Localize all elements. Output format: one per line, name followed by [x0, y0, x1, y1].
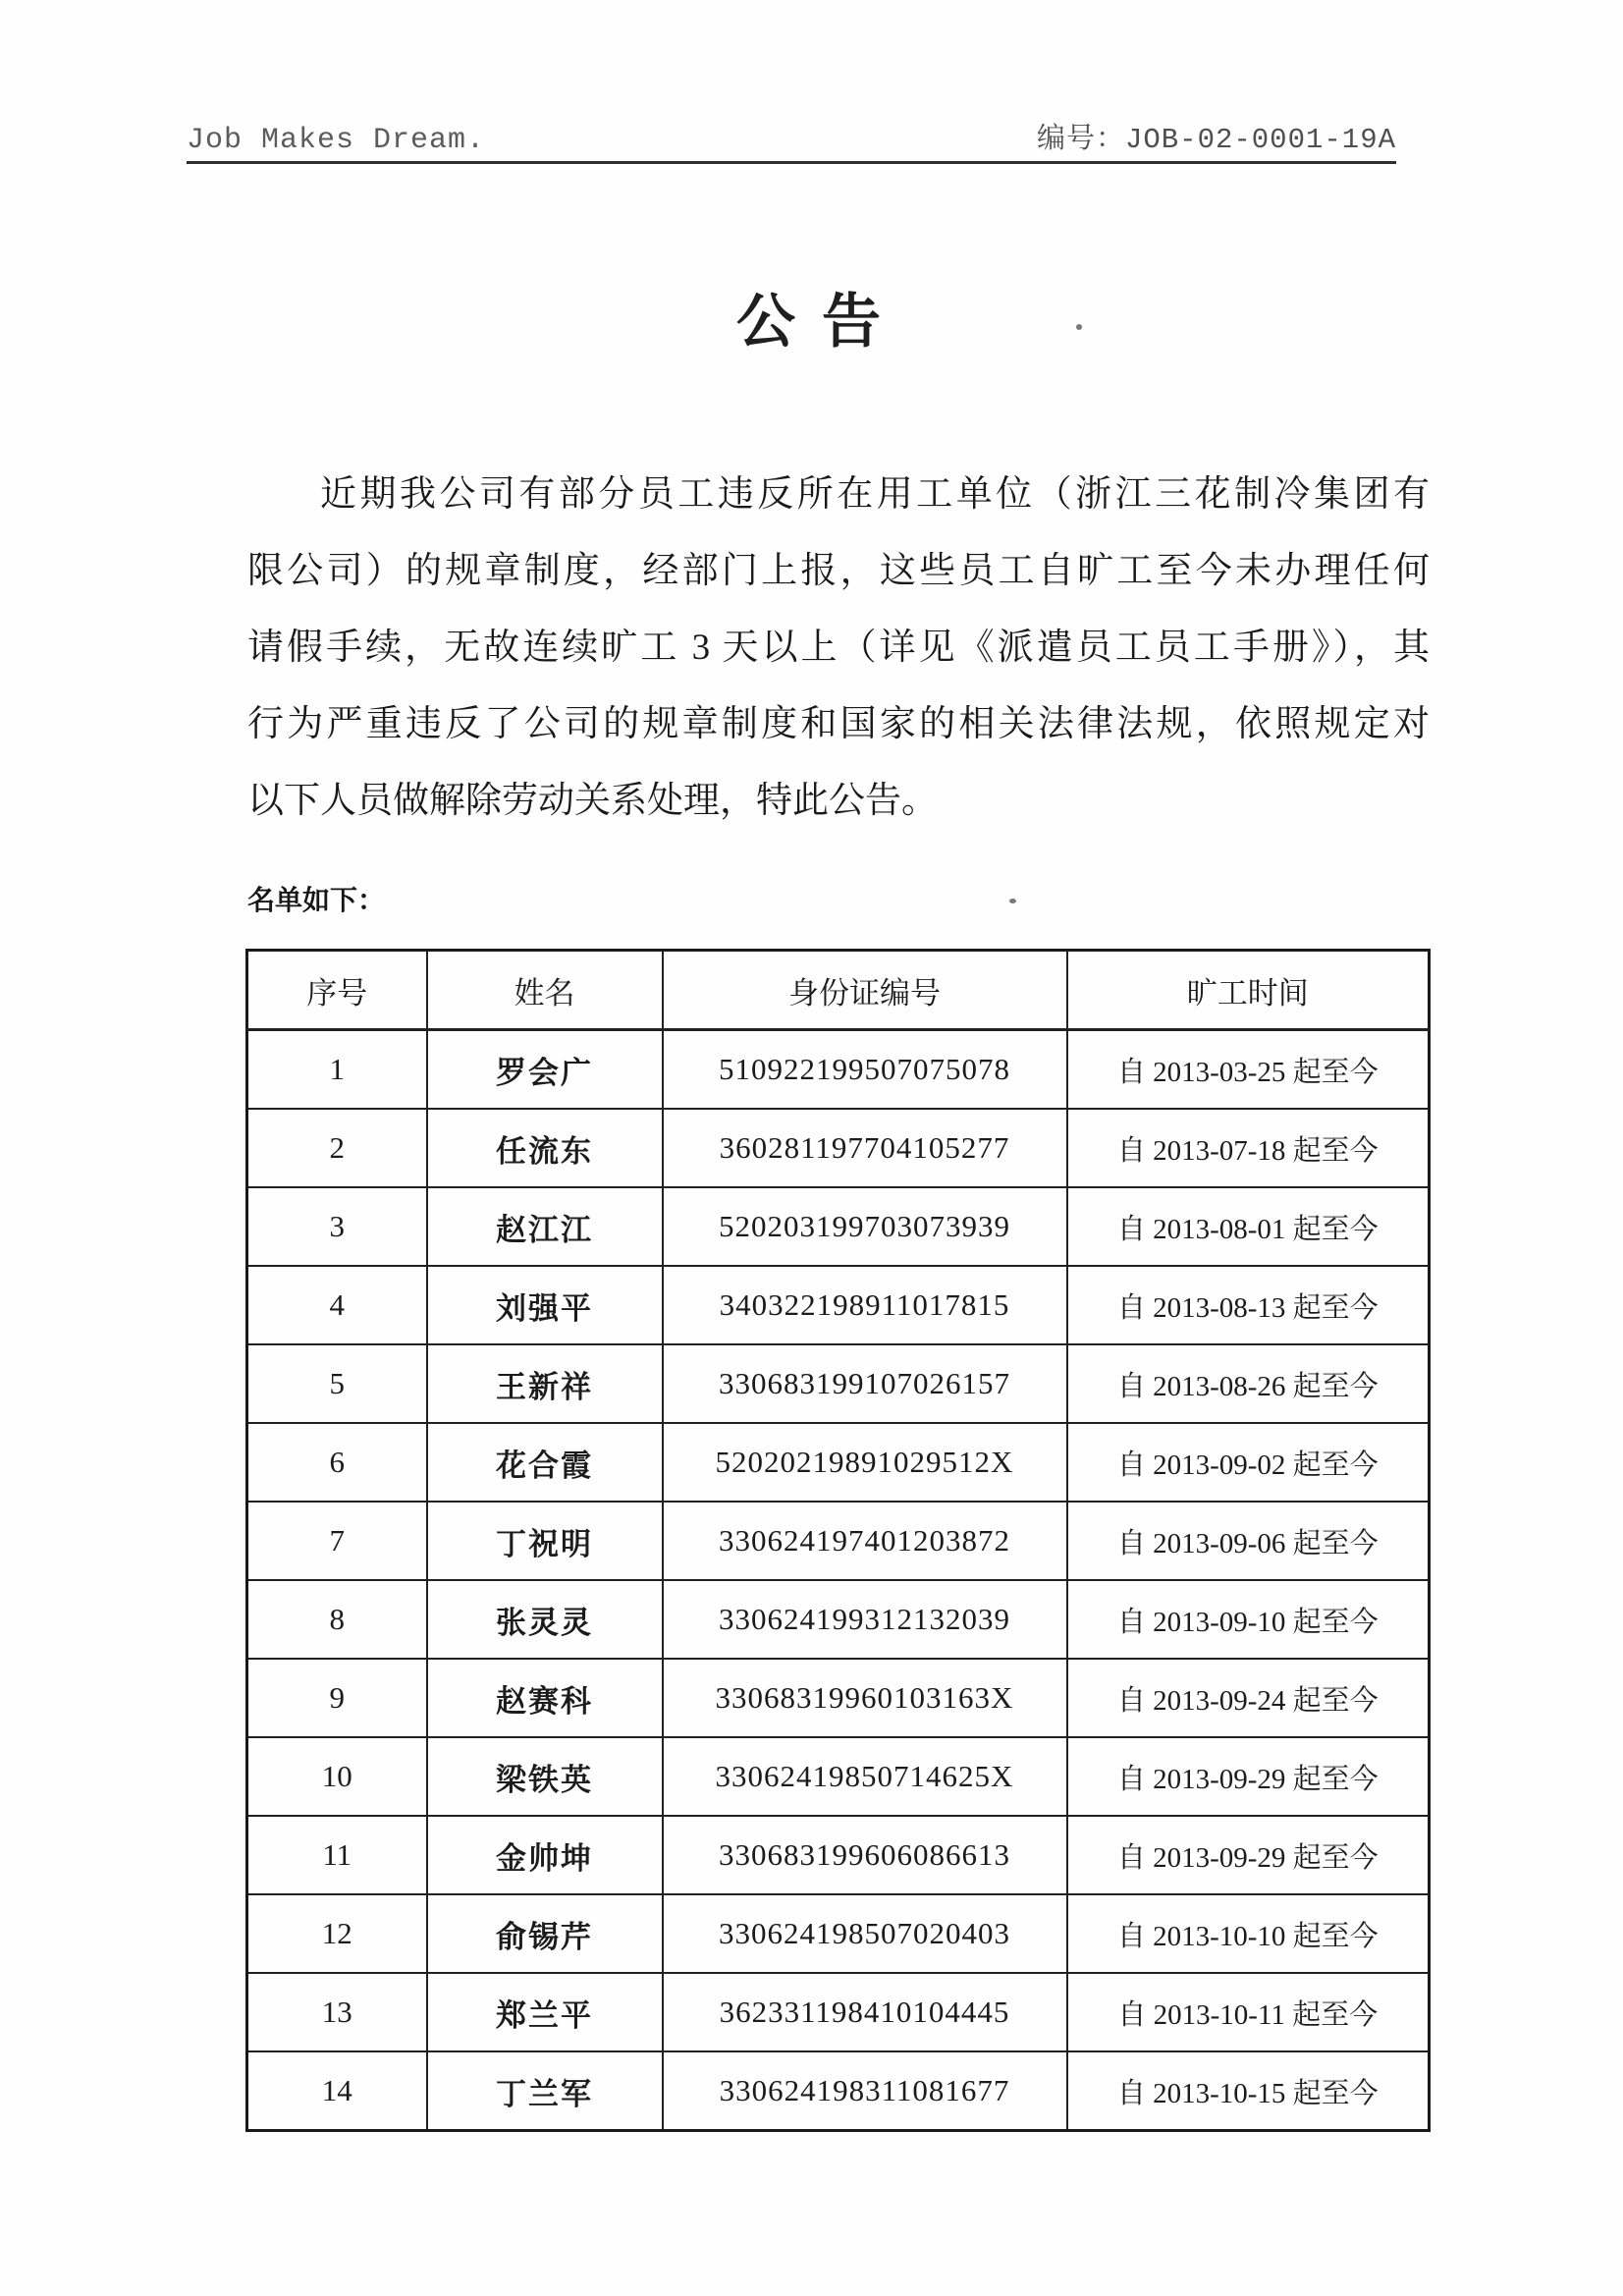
page-header — [187, 116, 1396, 157]
table-row — [247, 1109, 1430, 1187]
table-row — [247, 1030, 1430, 1110]
table-cell: 刘强平 — [427, 1266, 663, 1344]
table-cell: 自 2013-07-18 起至今 — [1067, 1109, 1430, 1187]
table-cell: 33068319960103163X — [663, 1659, 1067, 1737]
table-header-row — [247, 951, 1430, 1030]
table-cell: 自 2013-09-24 起至今 — [1067, 1659, 1430, 1737]
header-rule — [187, 161, 1396, 164]
table-header-cell: 序号 — [247, 951, 427, 1030]
table-cell: 丁祝明 — [427, 1502, 663, 1580]
table-cell: 52020219891029512X — [663, 1423, 1067, 1502]
table-cell: 6 — [247, 1423, 427, 1502]
table-cell: 5 — [247, 1344, 427, 1423]
table-cell: 自 2013-10-10 起至今 — [1067, 1894, 1430, 1973]
table-header-cell: 姓名 — [427, 951, 663, 1030]
table-row — [247, 1266, 1430, 1344]
table-row — [247, 1187, 1430, 1266]
table-cell: 自 2013-10-11 起至今 — [1067, 1973, 1430, 2051]
table-row — [247, 1659, 1430, 1737]
table-cell: 自 2013-09-29 起至今 — [1067, 1737, 1430, 1816]
table-cell: 自 2013-10-15 起至今 — [1067, 2051, 1430, 2131]
table-cell: 自 2013-09-29 起至今 — [1067, 1816, 1430, 1894]
table-cell: 1 — [247, 1030, 427, 1110]
body-paragraph — [247, 457, 1430, 840]
paragraph-line: 近期我公司有部分员工违反所在用工单位（浙江三花制冷集团有 — [320, 474, 1430, 515]
table-cell: 赵江江 — [427, 1187, 663, 1266]
table-cell: 12 — [247, 1894, 427, 1973]
table-cell: 510922199507075078 — [663, 1030, 1067, 1110]
table-cell: 自 2013-09-06 起至今 — [1067, 1502, 1430, 1580]
table-row — [247, 2051, 1430, 2131]
table-row — [247, 1423, 1430, 1502]
table-row — [247, 1973, 1430, 2051]
table-cell: 赵赛科 — [427, 1659, 663, 1737]
table-cell: 花合霞 — [427, 1423, 663, 1502]
table-cell: 2 — [247, 1109, 427, 1187]
table-cell: 14 — [247, 2051, 427, 2131]
table-row — [247, 1502, 1430, 1580]
table-header-cell: 旷工时间 — [1067, 951, 1430, 1030]
table-cell: 8 — [247, 1580, 427, 1659]
table-row — [247, 1737, 1430, 1816]
table-cell: 金帅坤 — [427, 1816, 663, 1894]
table-row — [247, 1816, 1430, 1894]
table-cell: 自 2013-09-10 起至今 — [1067, 1580, 1430, 1659]
table-cell: 11 — [247, 1816, 427, 1894]
paragraph-line: 行为严重违反了公司的规章制度和国家的相关法律法规，依照规定对 — [247, 704, 1430, 744]
table-cell: 7 — [247, 1502, 427, 1580]
page-title: 公 告 — [736, 290, 887, 355]
table-row — [247, 1344, 1430, 1423]
header-doc-number: 编号：JOB-02-0001-19A — [1036, 124, 1396, 156]
table-row — [247, 1580, 1430, 1659]
table-cell: 4 — [247, 1266, 427, 1344]
table-cell: 任流东 — [427, 1109, 663, 1187]
header-slogan: Job Makes Dream. — [187, 124, 486, 157]
table-cell: 自 2013-08-26 起至今 — [1067, 1344, 1430, 1423]
table-cell: 33062419850714625X — [663, 1737, 1067, 1816]
table-cell: 340322198911017815 — [663, 1266, 1067, 1344]
table-cell: 王新祥 — [427, 1344, 663, 1423]
paragraph-line: 请假手续，无故连续旷工 3 天以上（详见《派遣员工员工手册》），其 — [247, 628, 1430, 668]
table-header-cell: 身份证编号 — [663, 951, 1067, 1030]
paragraph-line: 以下人员做解除劳动关系处理，特此公告。 — [247, 781, 938, 821]
table-cell: 330624199312132039 — [663, 1580, 1067, 1659]
dismissal-table — [245, 949, 1431, 2132]
table-cell: 自 2013-03-25 起至今 — [1067, 1030, 1430, 1110]
table-cell: 自 2013-08-13 起至今 — [1067, 1266, 1430, 1344]
table-cell: 330624198507020403 — [663, 1894, 1067, 1973]
paragraph-line: 限公司）的规章制度，经部门上报，这些员工自旷工至今未办理任何 — [247, 551, 1430, 591]
table-cell: 13 — [247, 1973, 427, 2051]
table-cell: 330624197401203872 — [663, 1502, 1067, 1580]
table-cell: 自 2013-08-01 起至今 — [1067, 1187, 1430, 1266]
table-cell: 520203199703073939 — [663, 1187, 1067, 1266]
table-cell: 10 — [247, 1737, 427, 1816]
table-cell: 罗会广 — [427, 1030, 663, 1110]
table-cell: 郑兰平 — [427, 1973, 663, 2051]
table-cell: 张灵灵 — [427, 1580, 663, 1659]
table-cell: 330683199107026157 — [663, 1344, 1067, 1423]
table-cell: 自 2013-09-02 起至今 — [1067, 1423, 1430, 1502]
table-row — [247, 1894, 1430, 1973]
table-cell: 丁兰军 — [427, 2051, 663, 2131]
list-label: 名单如下： — [247, 886, 386, 916]
table-cell: 梁铁英 — [427, 1737, 663, 1816]
table-cell: 330683199606086613 — [663, 1816, 1067, 1894]
table-cell: 360281197704105277 — [663, 1109, 1067, 1187]
table-cell: 362331198410104445 — [663, 1973, 1067, 2051]
scan-speck — [1076, 324, 1082, 330]
table-cell: 9 — [247, 1659, 427, 1737]
scan-speck — [1009, 899, 1016, 903]
table-cell: 俞锡芹 — [427, 1894, 663, 1973]
table-cell: 3 — [247, 1187, 427, 1266]
table-cell: 330624198311081677 — [663, 2051, 1067, 2131]
